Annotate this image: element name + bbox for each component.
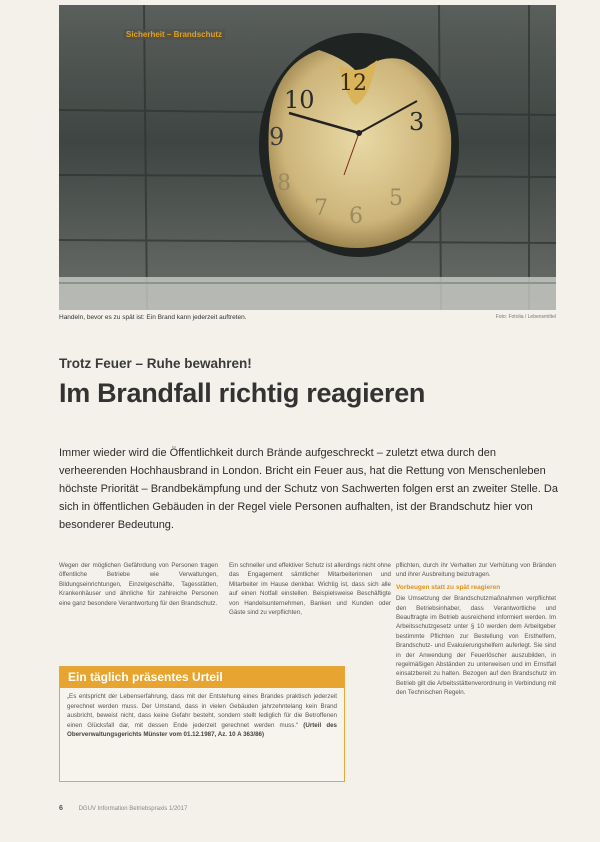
hour-hand: [289, 113, 359, 133]
quote-text: „Es entspricht der Lebenserfahrung, dass mit der Entstehung eines Brandes praktisch jederzeit gerechnet werden muss. Der Umstand, dass in vielen Gebäuden jahrzehntelang kein Brand ausbricht, beweist nicht, dass keine Gefahr besteht, sondern stellt lediglich für die Betroffenen einen Glücksfall dar, mit dessen Ende jederzeit gerechnet werden muss.“: [67, 693, 337, 729]
burnt-clock-photo: [59, 5, 556, 310]
caption-text: Handeln, bevor es zu spät ist: Ein Brand kann jederzeit auftreten.: [59, 314, 247, 321]
quote-box-title: Ein täglich präsentes Urteil: [60, 667, 344, 688]
clock-number-7: 7: [314, 196, 328, 221]
publication-name: DGUV Information Betriebspraxis 1/2017: [78, 806, 188, 812]
second-hand: [344, 133, 359, 175]
clock-number-10: 10: [284, 86, 315, 114]
clock-number-9: 9: [269, 123, 285, 151]
section-tag: Sicherheit – Brandschutz: [123, 29, 225, 40]
column-3-subhead: Vorbeugen statt zu spät reagieren: [396, 583, 501, 591]
photo-caption: [59, 314, 556, 321]
clock-face-numbers: [59, 5, 556, 310]
quote-source: (Urteil des Oberverwaltungsgerichts Münster vom 01.12.1987, Az. 10 A 363/86): [67, 721, 337, 739]
article-lead: Immer wieder wird die Öffentlichkeit durch Brände aufgeschreckt – zuletzt etwa durch den verheerenden Hochhausbrand in London. Bricht ein Feuer aus, hat die Rettung von Menschenleben höchste Priorität – Brandbekämpfung und der Schutz von Sachwerten folgen erst an zweiter Stelle. Da sich in öffentlichen Gebäuden in der Regel viele Personen aufhalten, ist der Brandschutz hier von besonderer Bedeutung.: [59, 447, 558, 531]
article-kicker: Trotz Feuer – Ruhe bewahren!: [59, 356, 252, 371]
column-3-body: Die Umsetzung der Brandschutzmaßnahmen verpflichtet den Betriebsinhaber, dass Verantwortliche und Beauftragte im Betrieb ausreichend informiert werden. Im Arbeitsschutzgesetz unter § 10 werden dem Arbeitgeber bestimmte Pflichten zur Bestellung von Ersthelfern, Brandschutz- und Evakuierungshelfern auferlegt. Sie sind in der Anwendung der Feuerlöscher auszubilden, in regelmäßigen Abständen zu unterweisen und im Ernstfall einsatzbereit zu halten. Bezogen auf den Brandschutz im Betrieb gilt die Arbeitsstättenverordnung in Verbindung mit den Technischen Regeln.: [396, 595, 556, 697]
body-column-1: Wegen der möglichen Gefährdung von Personen tragen öffentliche Betriebe wie Verwaltungen, Bildungseinrichtungen, Einzelgeschäfte, Tagesstätten, Krankenhäuser und ähnliche für zahlreiche Personen eine ganz besondere Verantwortung für den Brandschutz.: [59, 562, 218, 607]
quote-box-text: [60, 688, 344, 744]
clock-number-8: 8: [277, 171, 291, 196]
clock-number-3: 3: [409, 108, 425, 136]
photo-credit: Foto: Fotolia / Lebensmittel: [495, 314, 556, 320]
quote-box: [59, 666, 345, 782]
clock-number-12: 12: [339, 71, 367, 96]
body-column-2: Ein schneller und effektiver Schutz ist allerdings nicht ohne das Engagement sämtlicher Mitarbeiterinnen und Mitarbeiter im Hause denkbar. Wichtig ist, dass sich alle auf einen Notfall einstellen. Beispielsweise Beschäftigte von Handelsunternehmen, Banken und Kunden oder Gäste sind zu verpflichten,: [229, 562, 391, 617]
page-number: 6: [59, 805, 63, 812]
body-column-3: [396, 561, 556, 698]
page-footer: [59, 805, 187, 812]
clock-number-6: 6: [349, 204, 363, 229]
clock-number-5: 5: [389, 186, 403, 211]
column-3-intro: pflichten, durch ihr Verhalten zur Verhütung von Bränden und ihrer Ausbreitung beizutragen.: [396, 562, 556, 579]
article-headline: Im Brandfall richtig reagieren: [59, 378, 426, 408]
